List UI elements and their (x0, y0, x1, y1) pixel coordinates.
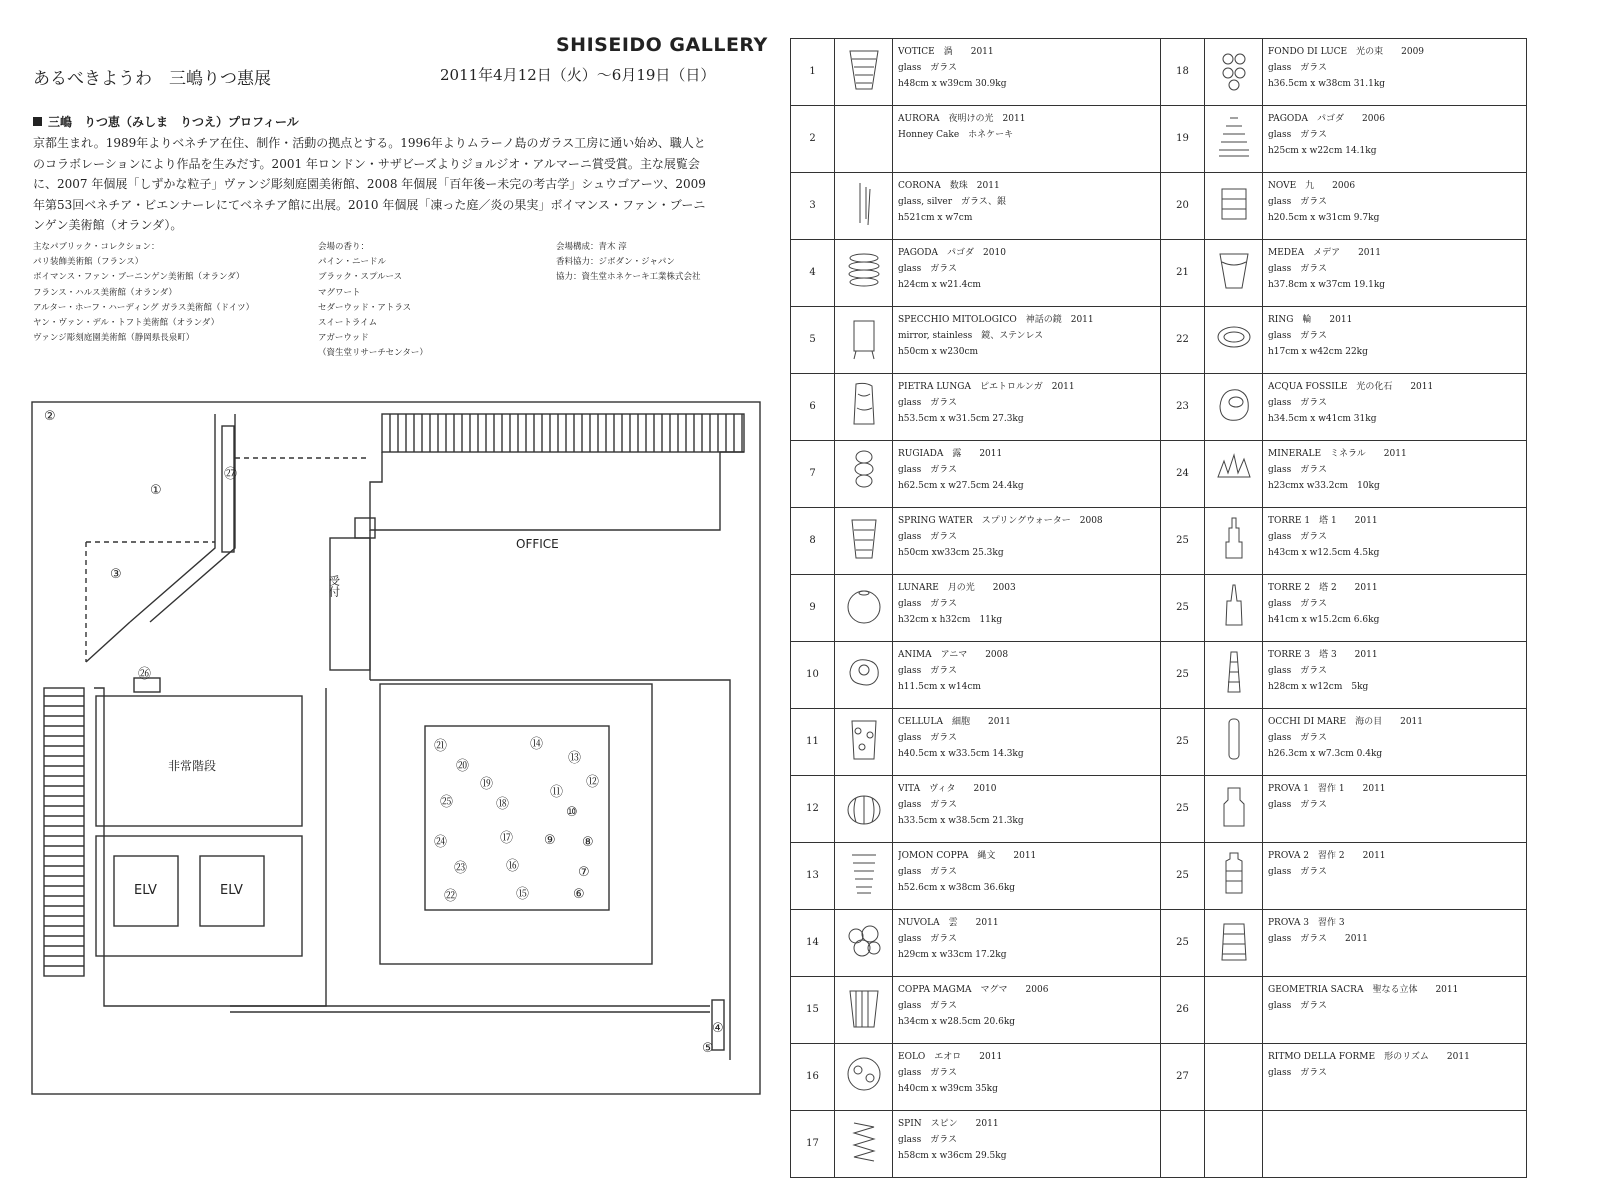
catalog-entry (893, 173, 1161, 240)
entry-dimensions: h20.5cm x w31cm 9.7kg (1268, 213, 1380, 223)
entry-title: TORRE 3 塔 3 2011 (1268, 650, 1378, 660)
gallery-brand: SHISEIDO GALLERY (556, 34, 768, 56)
catalog-number: 25 (1161, 776, 1205, 843)
entry-title: MEDEA メデア 2011 (1268, 248, 1381, 258)
spiral-column-icon (835, 1111, 893, 1178)
tower-3-icon (1205, 642, 1263, 709)
floor-marker: ㉖ (138, 667, 152, 682)
stacked-plates-icon (835, 240, 893, 307)
catalog-row (791, 307, 1527, 374)
upper-staircase (382, 414, 744, 452)
scents-list (318, 240, 428, 362)
catalog-entry (1263, 173, 1527, 240)
entry-title: PIETRA LUNGA ピエトロルンガ 2011 (898, 382, 1075, 392)
catalog-number: 25 (1161, 575, 1205, 642)
floor-marker: ㉕ (440, 795, 454, 810)
eolo-sphere-icon (835, 1044, 893, 1111)
left-staircase (44, 688, 84, 976)
fossil-stone-icon (1205, 374, 1263, 441)
hanging-strands-icon (835, 173, 893, 240)
catalog-entry (893, 508, 1161, 575)
entry-title: PAGODA パゴダ 2010 (898, 248, 1006, 258)
catalog-number: 8 (791, 508, 835, 575)
entry-title: PAGODA パゴダ 2006 (1268, 114, 1385, 124)
catalog-number: 19 (1161, 106, 1205, 173)
catalog-number: 9 (791, 575, 835, 642)
catalog-entry (1263, 441, 1527, 508)
floor-marker: ⑥ (573, 887, 585, 902)
floor-marker: ⑬ (568, 751, 582, 766)
collections-line: フランス・ハルス美術館（オランダ） (33, 287, 177, 298)
entry-title: RITMO DELLA FORME 形のリズム 2011 (1268, 1052, 1470, 1062)
exhibition-title: あるべきようわ 三嶋りつ惠展 (33, 69, 271, 89)
catalog-number: 6 (791, 374, 835, 441)
entry-material: glass ガラス (898, 63, 957, 73)
partition-wall-1 (130, 414, 215, 622)
collections-line: パリ装飾美術館（フランス） (33, 257, 144, 268)
entry-dimensions: h26.3cm x w7.3cm 0.4kg (1268, 749, 1383, 759)
collections-line: ヤン・ヴァン・デル・トフト美術館（オランダ） (33, 318, 220, 329)
entry-dimensions: h521cm x w7cm (898, 213, 973, 223)
entry-title: PROVA 1 習作 1 2011 (1268, 784, 1386, 794)
catalog-entry (893, 106, 1161, 173)
catalog-number: 14 (791, 910, 835, 977)
floor-marker: ⑳ (456, 759, 470, 774)
entry-title: CORONA 数珠 2011 (898, 181, 1000, 191)
entry-material: glass ガラス (898, 867, 957, 877)
entry-title: LUNARE 月の光 2003 (898, 583, 1016, 593)
floor-marker: ⑨ (544, 833, 556, 848)
catalog-number: 7 (791, 441, 835, 508)
floor-marker: ⑯ (506, 859, 520, 874)
emergency-stairs-label: 非常階段 (168, 759, 217, 773)
study-2-icon (1205, 843, 1263, 910)
catalog-number: 22 (1161, 307, 1205, 374)
entry-title: PROVA 3 習作 3 (1268, 918, 1345, 928)
catalog-row (791, 508, 1527, 575)
office-label: OFFICE (516, 537, 559, 551)
floor-marker: ⑰ (500, 831, 514, 846)
production-line: 香料協力：ジボダン・ジャパン (556, 257, 675, 268)
tower-1-icon (1205, 508, 1263, 575)
catalog-row (791, 173, 1527, 240)
entry-material: glass ガラス (898, 264, 957, 274)
entry-dimensions: h23cmx w33.2cm 10kg (1268, 481, 1380, 491)
catalog-row (791, 441, 1527, 508)
entry-title: EOLO エオロ 2011 (898, 1052, 1003, 1062)
square-bullet-icon (33, 117, 42, 126)
catalog-number: 21 (1161, 240, 1205, 307)
catalog-row (791, 575, 1527, 642)
entry-title: SPECCHIO MITOLOGICO 神話の鏡 2011 (898, 315, 1094, 325)
ring-icon (1205, 307, 1263, 374)
outer-wall (32, 402, 760, 1094)
production-line: 協力：資生堂ホネケーキ工業株式会社 (556, 272, 701, 283)
entry-material: glass ガラス 2011 (1268, 934, 1368, 944)
scents-line: （資生堂リサーチセンター） (318, 348, 428, 359)
entry-material: glass ガラス (1268, 130, 1327, 140)
catalog-number: 15 (791, 977, 835, 1044)
catalog-row (791, 240, 1527, 307)
catalog-entry (893, 642, 1161, 709)
entry-dimensions: h50cm x w230cm (898, 347, 979, 357)
catalog-row (791, 642, 1527, 709)
catalog-number: 18 (1161, 39, 1205, 106)
entry-dimensions: h25cm x w22cm 14.1kg (1268, 146, 1377, 156)
floor-marker: ⑪ (550, 785, 564, 800)
entry-title: SPRING WATER スプリングウォーター 2008 (898, 516, 1103, 526)
entry-dimensions: h24cm x w21.4cm (898, 280, 981, 290)
collections-line: 主なパブリック・コレクション： (33, 242, 160, 252)
catalog-entry (1263, 910, 1527, 977)
entry-material: glass ガラス (898, 1135, 957, 1145)
entry-material: glass ガラス (1268, 63, 1327, 73)
catalog-entry (893, 575, 1161, 642)
catalog-number: 23 (1161, 374, 1205, 441)
entry-title: NOVE 九 2006 (1268, 181, 1356, 191)
entry-title: ANIMA アニマ 2008 (898, 650, 1009, 660)
vortex-vase-icon (835, 39, 893, 106)
moon-sphere-icon (835, 575, 893, 642)
floor-marker: ⑧ (582, 835, 594, 850)
catalog-number: 25 (1161, 910, 1205, 977)
entry-title: COPPA MAGMA マグマ 2006 (898, 985, 1049, 995)
floor-marker: ㉑ (434, 739, 448, 754)
entry-title: ACQUA FOSSILE 光の化石 2011 (1268, 382, 1434, 392)
entry-material: glass ガラス (1268, 398, 1327, 408)
catalog-number (1161, 1111, 1205, 1178)
production-credits (556, 240, 701, 286)
catalog-number: 1 (791, 39, 835, 106)
collections-line: ボイマンス・ファン・ブーニンゲン美術館（オランダ） (33, 272, 245, 283)
catalog-number: 11 (791, 709, 835, 776)
entry-dimensions: h62.5cm x w27.5cm 24.4kg (898, 481, 1024, 491)
entry-title: FONDO DI LUCE 光の束 2009 (1268, 47, 1425, 57)
floor-marker: ④ (712, 1021, 724, 1036)
medea-bowl-icon (1205, 240, 1263, 307)
entry-title: VOTICE 渦 2011 (898, 47, 994, 57)
entry-material: glass ガラス (1268, 331, 1327, 341)
entry-material: glass ガラス (1268, 264, 1327, 274)
entry-dimensions: h33.5cm x w38.5cm 21.3kg (898, 816, 1024, 826)
entry-material: glass ガラス (898, 599, 957, 609)
entry-material: glass ガラス (1268, 800, 1327, 810)
catalog-number: 25 (1161, 642, 1205, 709)
catalog-row (791, 374, 1527, 441)
catalog-number: 24 (1161, 441, 1205, 508)
catalog-entry (893, 1044, 1161, 1111)
catalog-entry (1263, 39, 1527, 106)
office-wall (370, 452, 744, 530)
entry-title: NUVOLA 雲 2011 (898, 918, 999, 928)
magma-cup-icon (835, 977, 893, 1044)
crystal-cluster-icon (1205, 441, 1263, 508)
entry-material: glass ガラス (898, 1068, 957, 1078)
entry-material: glass ガラス (898, 1001, 957, 1011)
entry-material: glass ガラス (1268, 197, 1327, 207)
catalog-number: 4 (791, 240, 835, 307)
nine-cups-icon (1205, 173, 1263, 240)
catalog-entry (1263, 843, 1527, 910)
catalog-entry (1263, 709, 1527, 776)
core-wall (94, 688, 326, 1006)
entry-dimensions: h36.5cm x w38cm 31.1kg (1268, 79, 1386, 89)
exhibition-dates: 2011年4月12日（火）〜6月19日（日） (440, 66, 716, 84)
scents-line: セダーウッド・アトラス (318, 302, 412, 313)
mirror-icon (835, 307, 893, 374)
entry-dimensions: h17cm x w42cm 22kg (1268, 347, 1368, 357)
floor-marker: ⑦ (578, 865, 590, 880)
entry-title: OCCHI DI MARE 海の目 2011 (1268, 717, 1424, 727)
scents-line: アガーウッド (318, 333, 369, 344)
catalog-row (791, 910, 1527, 977)
empty-image-cell (835, 106, 893, 173)
entry-dimensions: h32cm x h32cm 11kg (898, 615, 1003, 625)
entry-material: mirror, stainless 鏡、ステンレス (898, 331, 1044, 341)
central-display-area (425, 726, 609, 910)
entry-material: glass ガラス (898, 398, 957, 408)
catalog-row (791, 1044, 1527, 1111)
floor-plan (30, 400, 762, 1096)
entry-title: TORRE 1 塔 1 2011 (1268, 516, 1378, 526)
entry-dimensions: h40.5cm x w33.5cm 14.3kg (898, 749, 1024, 759)
entry-title: JOMON COPPA 縄文 2011 (898, 851, 1037, 861)
floor-marker: ③ (110, 567, 122, 582)
catalog-entry (1263, 106, 1527, 173)
catalog-entry (893, 441, 1161, 508)
entry-dimensions: h43cm x w12.5cm 4.5kg (1268, 548, 1380, 558)
catalog-entry (1263, 508, 1527, 575)
elevator-1-label: ELV (134, 883, 157, 898)
catalog-row (791, 1111, 1527, 1178)
catalog-number: 17 (791, 1111, 835, 1178)
entry-material: glass ガラス (1268, 532, 1327, 542)
floor-marker: ⑫ (586, 775, 600, 790)
sea-eye-icon (1205, 709, 1263, 776)
entry-title: RUGIADA 露 2011 (898, 449, 1003, 459)
catalog-entry (1263, 977, 1527, 1044)
entry-material: glass ガラス (898, 666, 957, 676)
entry-material: glass ガラス (898, 532, 957, 542)
entry-dimensions: h28cm x w12cm 5kg (1268, 682, 1369, 692)
tower-2-icon (1205, 575, 1263, 642)
catalog-entry (893, 374, 1161, 441)
catalog-number: 12 (791, 776, 835, 843)
entry-dimensions: h53.5cm x w31.5cm 27.3kg (898, 414, 1024, 424)
catalog-number: 25 (1161, 709, 1205, 776)
scents-line: ブラック・スプルース (318, 272, 403, 283)
catalog-number: 25 (1161, 508, 1205, 575)
catalog-entry (893, 977, 1161, 1044)
entry-dimensions: h50cm xw33cm 25.3kg (898, 548, 1004, 558)
entry-dimensions: h41cm x w15.2cm 6.6kg (1268, 615, 1380, 625)
catalog-number: 16 (791, 1044, 835, 1111)
catalog-row (791, 977, 1527, 1044)
catalog-entry (1263, 776, 1527, 843)
stair-treads (390, 414, 742, 452)
empty-image-cell (1205, 977, 1263, 1044)
catalog-row (791, 39, 1527, 106)
entry-material: glass ガラス (1268, 1001, 1327, 1011)
catalog-entry (893, 307, 1161, 374)
profile-heading-text: 三嶋 りつ恵（みしま りつえ）プロフィール (48, 115, 299, 129)
empty-image-cell (1205, 1111, 1263, 1178)
production-line: 会場構成：青木 淳 (556, 242, 627, 252)
catalog-entry (1263, 642, 1527, 709)
floor-marker: ㉗ (224, 467, 238, 482)
floor-marker: ㉓ (454, 861, 468, 876)
partition-wall-3 (86, 622, 130, 662)
entry-dimensions: h37.8cm x w37cm 19.1kg (1268, 280, 1386, 290)
reception-desk (327, 538, 370, 670)
entry-material: glass ガラス (1268, 666, 1327, 676)
floor-marker: ⑮ (516, 887, 530, 902)
floor-marker: ㉔ (434, 835, 448, 850)
scents-line: マグワート (318, 287, 361, 298)
collections-list (33, 240, 254, 346)
coiled-vase-icon (835, 843, 893, 910)
catalog-row (791, 106, 1527, 173)
floor-marker: ⑭ (530, 737, 544, 752)
office-wall-lower (370, 680, 730, 1060)
study-1-icon (1205, 776, 1263, 843)
floor-marker: ② (44, 409, 56, 424)
cell-vessel-icon (835, 709, 893, 776)
entry-title: CELLULA 細胞 2011 (898, 717, 1011, 727)
catalog-number: 5 (791, 307, 835, 374)
catalog-entry (893, 39, 1161, 106)
entry-material: Honney Cake ホネケーキ (898, 130, 1014, 140)
floor-marker: ⑩ (566, 805, 578, 820)
blob-icon (835, 642, 893, 709)
entry-material: glass ガラス (898, 733, 957, 743)
entry-material: glass, silver ガラス、銀 (898, 197, 1007, 207)
catalog-number: 26 (1161, 977, 1205, 1044)
entry-material: glass ガラス (1268, 867, 1327, 877)
catalog-entry (1263, 307, 1527, 374)
floor-marker: ⑤ (702, 1041, 714, 1056)
entry-material: glass ガラス (1268, 733, 1327, 743)
elevator-2-label: ELV (220, 883, 243, 898)
catalog-entry (893, 240, 1161, 307)
catalog-number: 27 (1161, 1044, 1205, 1111)
floor-marker: ⑲ (480, 777, 494, 792)
entry-dimensions: h58cm x w36cm 29.5kg (898, 1151, 1007, 1161)
entry-material: glass ガラス (1268, 1068, 1327, 1078)
catalog-row (791, 776, 1527, 843)
entry-title: RING 輪 2011 (1268, 315, 1353, 325)
catalog-number: 13 (791, 843, 835, 910)
entry-dimensions: h34cm x w28.5cm 20.6kg (898, 1017, 1016, 1027)
catalog-entry (1263, 240, 1527, 307)
artwork-catalog (790, 38, 1527, 1178)
scents-line: パイン・ニードル (318, 257, 387, 268)
floor-marker: ① (150, 483, 162, 498)
reception-counter (355, 518, 375, 538)
entry-dimensions: h40cm x w39cm 35kg (898, 1084, 998, 1094)
entry-title: SPIN スピン 2011 (898, 1119, 999, 1129)
catalog-entry (893, 843, 1161, 910)
catalog-row (791, 843, 1527, 910)
entry-dimensions: h29cm x w33cm 17.2kg (898, 950, 1007, 960)
entry-material: glass ガラス (1268, 465, 1327, 475)
pagoda-stack-icon (1205, 106, 1263, 173)
catalog-entry (1263, 374, 1527, 441)
pumpkin-icon (835, 776, 893, 843)
profile-heading (33, 113, 299, 130)
entry-title: AURORA 夜明けの光 2011 (898, 114, 1026, 124)
scents-line: 会場の香り： (318, 242, 370, 252)
reception-label: 受付 (327, 575, 341, 597)
entry-dimensions: h52.6cm x w38cm 36.6kg (898, 883, 1016, 893)
catalog-number: 2 (791, 106, 835, 173)
artist-bio: 京都生まれ。1989年よりベネチア在住、制作・活動の拠点とする。1996年よりムラーノ島のガラス工房に通い始め、職人とのコラボレーションにより作品を生みだす。2001 年ロンドン・サザビーズよりジョルジオ・アルマーニ賞受賞。主な展覧会に、2007 年個展「しずかな粒子」ヴァンジ彫刻庭園美術館、2008 年個展「百年後ー未完の考古学」シュウゴアーツ、2009 年第53回ベネチア・ビエンナーレにてベネチア館に出展。2010 年個展「凍った庭／炎の果実」ボイマンス・ファン・ブーニンゲン美術館（オランダ）。 (33, 136, 706, 232)
wall-display-27 (222, 426, 234, 552)
catalog-entry (893, 1111, 1161, 1178)
entry-title: PROVA 2 習作 2 2011 (1268, 851, 1386, 861)
floor-marker: ⑱ (496, 797, 510, 812)
catalog-entry (1263, 1044, 1527, 1111)
entry-title: TORRE 2 塔 2 2011 (1268, 583, 1378, 593)
collections-line: アルター・ホーフ・ハーディング ガラス美術館（ドイツ） (33, 302, 255, 313)
entry-title: VITA ヴィタ 2010 (898, 784, 997, 794)
catalog-number: 20 (1161, 173, 1205, 240)
catalog-number: 25 (1161, 843, 1205, 910)
catalog-entry (893, 709, 1161, 776)
catalog-entry (1263, 575, 1527, 642)
entry-dimensions: h11.5cm x w14cm (898, 682, 981, 692)
cloud-cluster-icon (835, 910, 893, 977)
entry-dimensions: h34.5cm x w41cm 31kg (1268, 414, 1377, 424)
entry-dimensions: h48cm x w39cm 30.9kg (898, 79, 1007, 89)
catalog-entry (893, 910, 1161, 977)
woven-vase-icon (835, 508, 893, 575)
entry-material: glass ガラス (898, 800, 957, 810)
study-3-icon (1205, 910, 1263, 977)
scents-line: スイートライム (318, 318, 378, 329)
entry-title: MINERALE ミネラル 2011 (1268, 449, 1407, 459)
light-bundle-icon (1205, 39, 1263, 106)
catalog-number: 3 (791, 173, 835, 240)
tall-stone-icon (835, 374, 893, 441)
dew-column-icon (835, 441, 893, 508)
entry-title: GEOMETRIA SACRA 聖なる立体 2011 (1268, 985, 1459, 995)
catalog-entry (893, 776, 1161, 843)
entry-material: glass ガラス (1268, 599, 1327, 609)
collections-line: ヴァンジ彫刻庭園美術館（静岡県長泉町） (33, 333, 195, 344)
catalog-row (791, 709, 1527, 776)
empty-image-cell (1205, 1044, 1263, 1111)
elevator-lobby (96, 836, 302, 956)
entry-material: glass ガラス (898, 934, 957, 944)
left-stair-treads (44, 696, 84, 966)
entry-material: glass ガラス (898, 465, 957, 475)
catalog-entry (1263, 1111, 1527, 1178)
floor-marker: ㉒ (444, 889, 458, 904)
catalog-number: 10 (791, 642, 835, 709)
